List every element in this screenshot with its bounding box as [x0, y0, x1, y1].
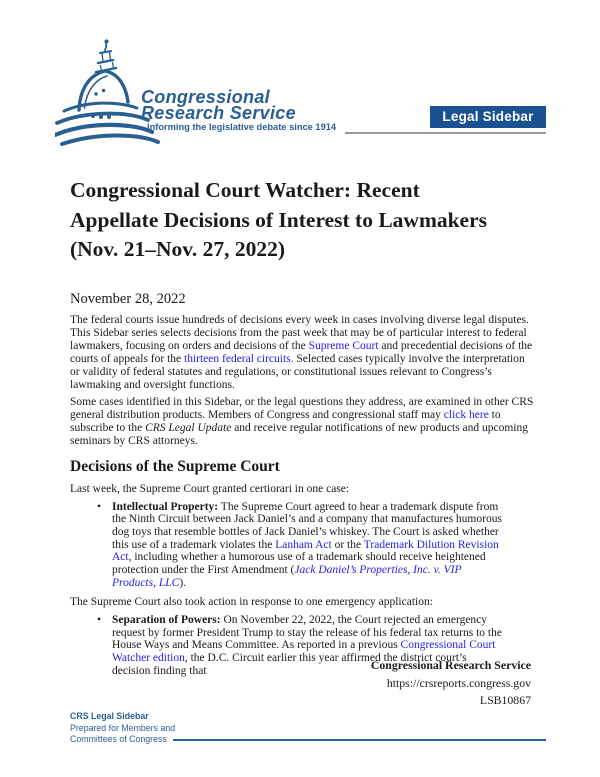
logo-tagline: Informing the legislative debate since 1914 — [147, 122, 337, 132]
text-span: Intellectual Property: — [112, 500, 219, 513]
footer-brand: CRS Legal Sidebar — [70, 711, 149, 721]
footer-report-id: LSB10867 — [479, 693, 531, 707]
section-heading-supreme-court: Decisions of the Supreme Court — [70, 458, 280, 475]
click-here-link[interactable]: click here — [443, 409, 489, 421]
supreme-court-link[interactable]: Supreme Court — [308, 339, 379, 352]
text-span: Some cases identified in this Sidebar, or the legal questions they address, are examined in other CRS general distribution products. Members of Congress and congressional staff may — [70, 396, 534, 421]
text-span: Separation of Powers: — [112, 613, 221, 626]
text-span: , including whether a humorous use of a trademark should receive heightened protection under the First Amendment ( — [112, 551, 486, 577]
header-divider — [345, 132, 546, 134]
intro-paragraph-2 — [70, 396, 536, 448]
text-span: , the D.C. Circuit earlier this year affirmed the district court’s decision finding that — [112, 652, 467, 677]
trademark-dilution-revision-act-link[interactable]: Trademark Dilution Revision Act — [112, 538, 499, 564]
footer-url[interactable]: https://crsreports.congress.gov — [386, 675, 531, 690]
footer-org-name: Congressional Research Service — [370, 658, 531, 672]
text-span: On November 22, 2022, the Court rejected an emergency request by former President Trump to stay the release of his federal tax returns to the House Ways and Means Committee. As reported in a previous — [112, 613, 502, 652]
text-span: ). — [179, 576, 187, 589]
text-span: and receive regular notifications of new products and upcoming seminars by CRS attorneys. — [70, 422, 528, 447]
crs-logo-wordmark — [141, 87, 296, 123]
text-span: and precedential decisions of the courts of appeals for the — [70, 339, 533, 365]
lead-paragraph-certiorari: Last week, the Supreme Court granted certiorari in one case: — [70, 483, 350, 495]
publication-date: November 28, 2022 — [70, 290, 186, 307]
jack-daniels-v-vip-products-link[interactable]: Jack Daniel’s Properties, Inc. v. VIP Products, LLC — [112, 564, 462, 589]
text-span: . Selected cases typically involve the interpretation or validity of federal statutes and regulations, or constitutional issues relevant to Congress’s lawmaking and oversight functions. — [70, 352, 525, 391]
thirteen-federal-circuits-link[interactable]: thirteen federal circuits — [184, 352, 291, 365]
document-body — [70, 176, 536, 684]
court-watcher-edition-link[interactable]: Congressional Court Watcher edition — [112, 639, 496, 665]
logo-line-2: Research Service — [141, 102, 296, 123]
footer-right-block — [371, 657, 531, 710]
page-title — [70, 176, 536, 265]
text-span: or the — [331, 538, 364, 551]
logo-line-1: Congressional — [141, 87, 270, 107]
title-line-2: Appellate Decisions of Interest to Lawmakers — [70, 207, 488, 232]
title-line-3: (Nov. 21–Nov. 27, 2022) — [70, 237, 285, 261]
footer-prepared-line-2: Committees of Congress — [70, 734, 167, 745]
intro-paragraph-1 — [70, 314, 536, 392]
legal-sidebar-badge: Legal Sidebar — [430, 106, 546, 128]
case-list-certiorari — [70, 501, 536, 590]
text-span: The Supreme Court agreed to hear a trademark dispute from the Ninth Circuit between Jack Daniel’s and a company that manufactures humorous dog toys that resemble bottles of Jack Daniel’s whiskey. The Court is asked whether this use of a trademark violates the — [112, 500, 502, 551]
footer-divider — [173, 739, 546, 741]
list-item-intellectual-property — [112, 501, 506, 590]
lead-paragraph-emergency: The Supreme Court also took action in response to one emergency application: — [70, 596, 433, 609]
footer-prepared-line-1: Prepared for Members and — [70, 722, 176, 733]
lanham-act-link[interactable]: Lanham Act — [275, 538, 332, 551]
text-span: to subscribe to the — [70, 409, 501, 434]
text-span: CRS Legal Update — [145, 422, 232, 434]
text-span: The federal courts issue hundreds of decisions every week in cases involving diverse legal disputes. This Sidebar series selects decisions from the past week that may be of particular interest to federal lawmakers, focusing on orders and decisions of the — [70, 313, 529, 352]
footer-left-block — [70, 711, 546, 746]
title-line-1: Congressional Court Watcher: Recent — [70, 178, 420, 202]
